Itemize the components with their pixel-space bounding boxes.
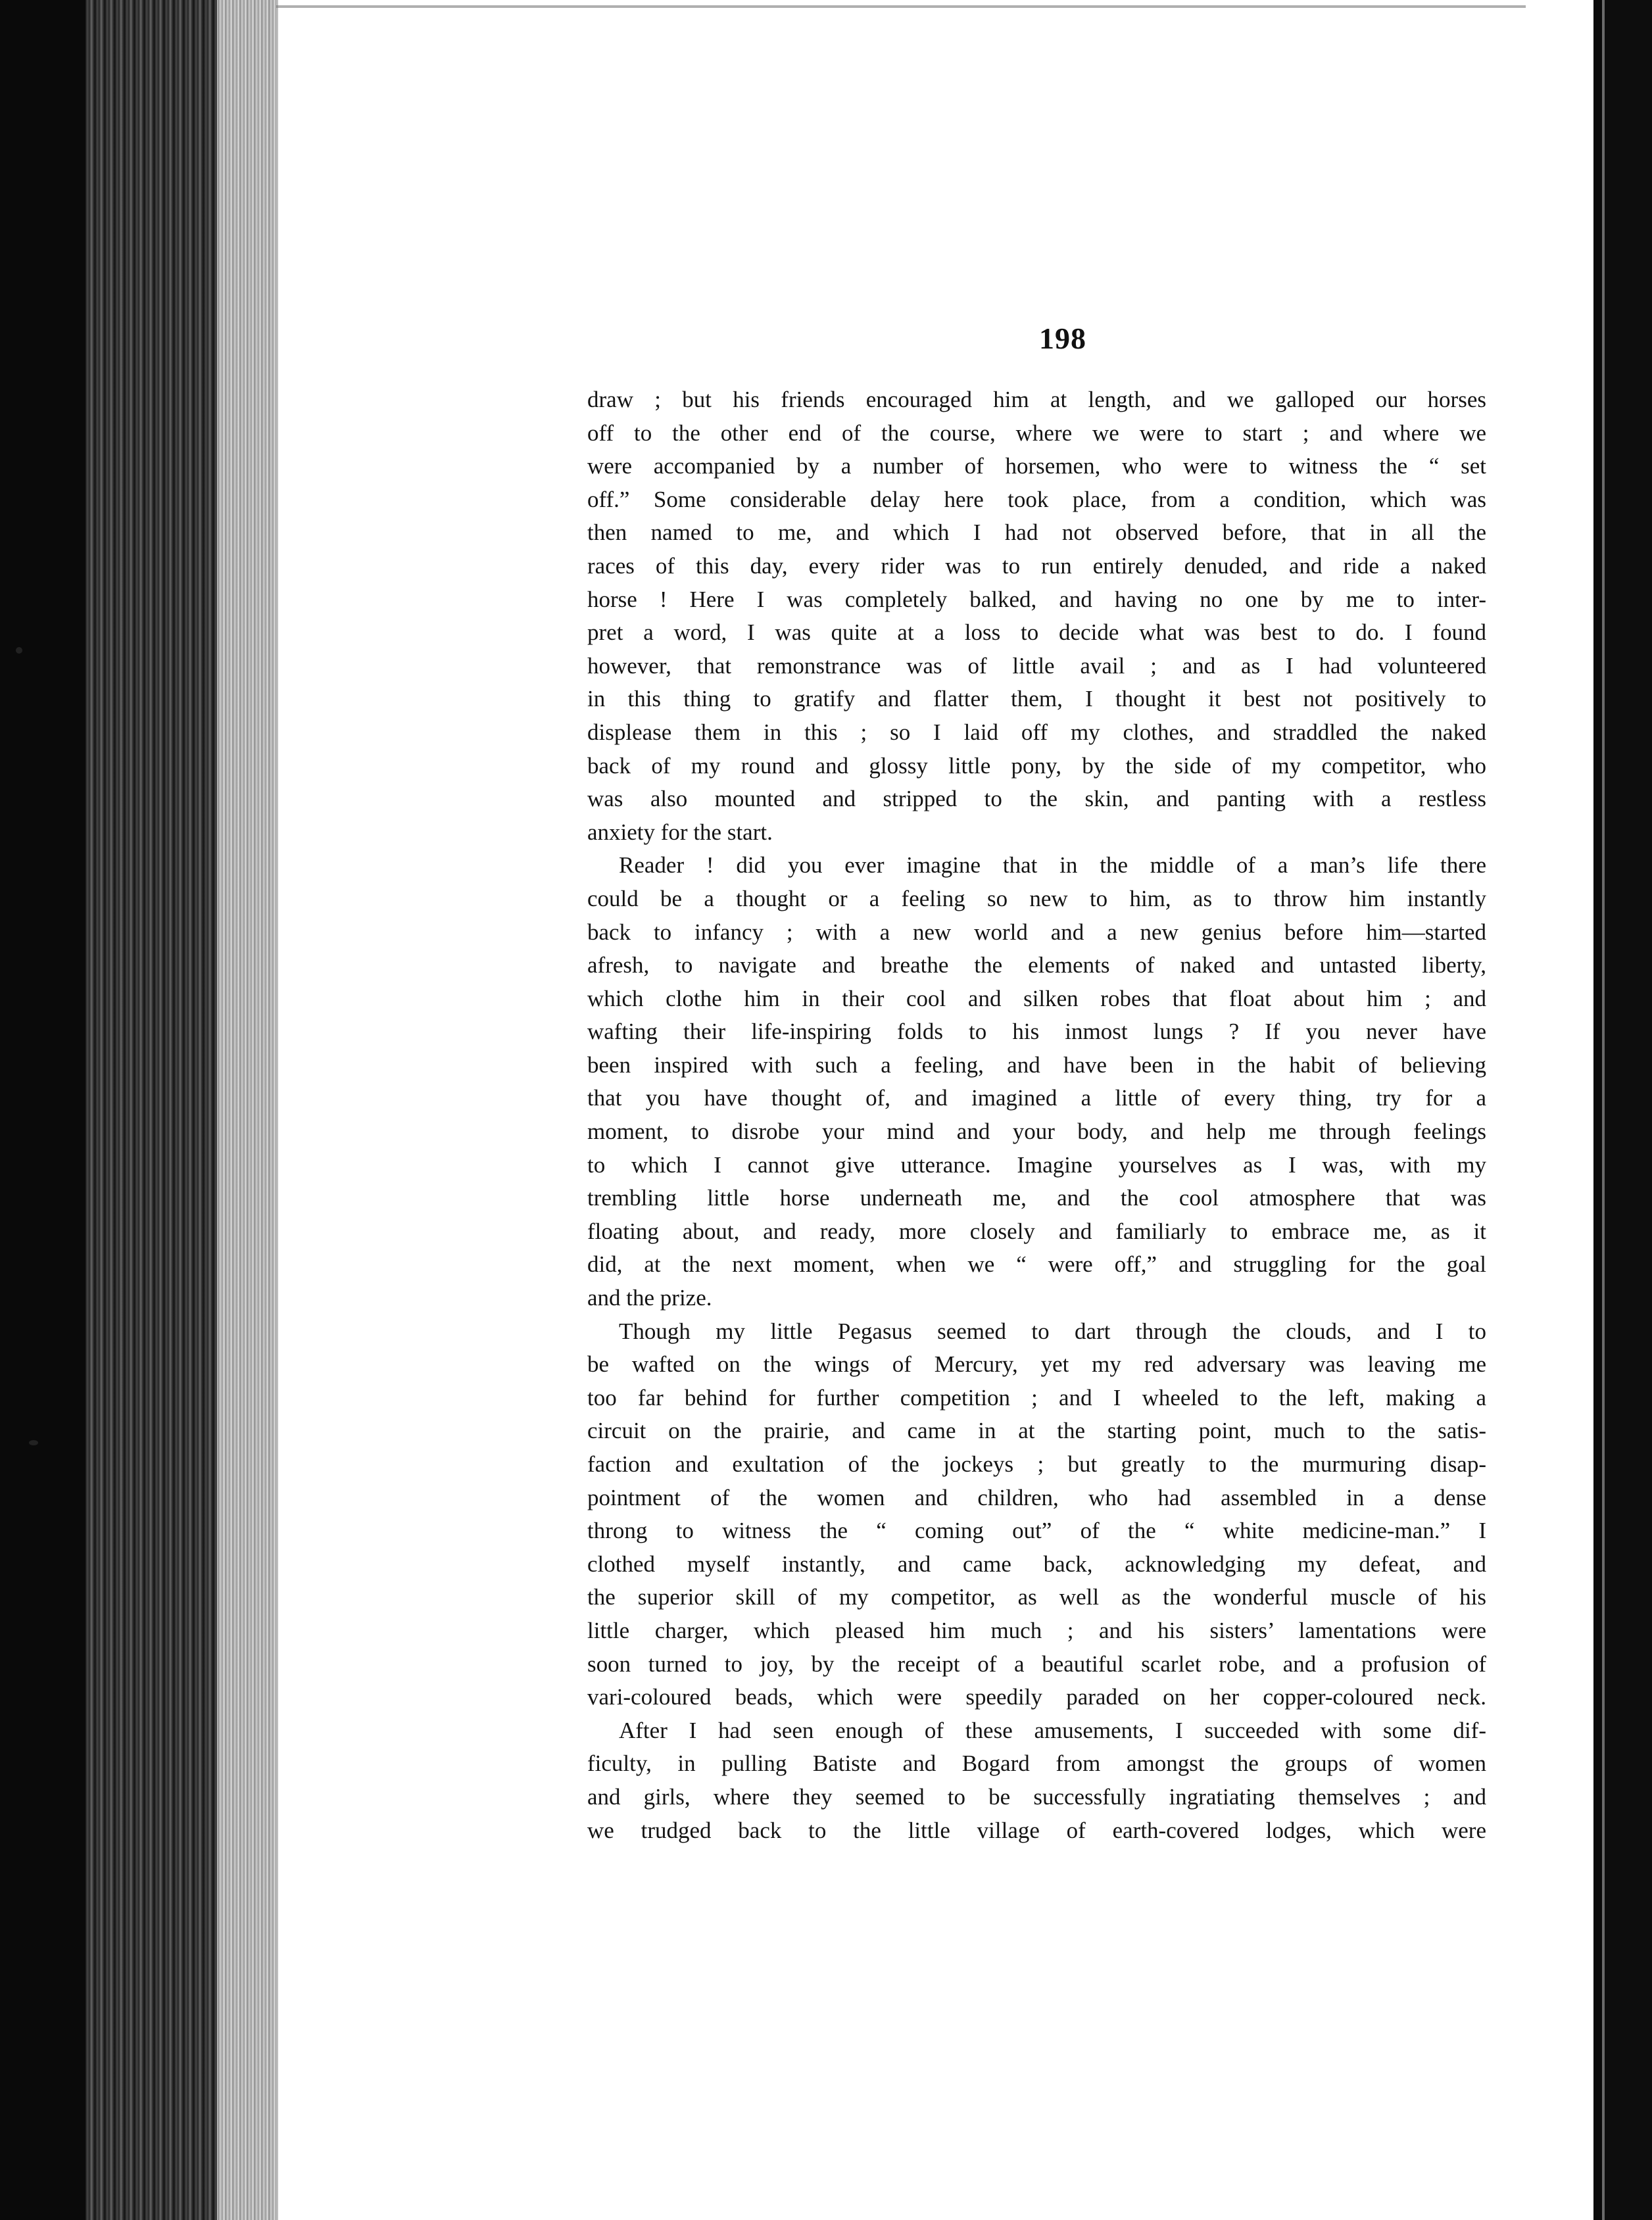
text-line: in this thing to gratify and flatter them, I thought it best not positively to <box>587 686 1486 712</box>
text-line: back to infancy ; with a new world and a new genius before him—started <box>587 919 1486 945</box>
text-line: to which I cannot give utterance. Imagine yourselves as I was, with my <box>587 1151 1486 1178</box>
text-line: clothed myself instantly, and came back, acknowledging my defeat, and <box>587 1551 1486 1577</box>
text-line: faction and exultation of the jockeys ; but greatly to the murmuring disap- <box>587 1451 1486 1477</box>
text-line: then named to me, and which I had not observed before, that in all the <box>587 519 1486 546</box>
text-line: ficulty, in pulling Batiste and Bogard from amongst the groups of women <box>587 1750 1486 1777</box>
text-line: draw ; but his friends encouraged him at length, and we galloped our horses <box>587 387 1486 412</box>
text-line: pret a word, I was quite at a loss to decide what was best to do. I found <box>587 619 1486 646</box>
text-line: displease them in this ; so I laid off my clothes, and straddled the naked <box>587 719 1486 745</box>
text-line: be wafted on the wings of Mercury, yet my red adversary was leaving me <box>587 1351 1486 1378</box>
text-line: we trudged back to the little village of earth-covered lodges, which were <box>587 1817 1486 1843</box>
text-line: was also mounted and stripped to the skin, and panting with a restless <box>587 786 1486 812</box>
text-line: that you have thought of, and imagined a little of every thing, try for a <box>587 1085 1486 1111</box>
paragraph-start-line: Reader ! did you ever imagine that in the middle of a man’s life there <box>619 852 1486 879</box>
page-top-edge <box>276 5 1526 8</box>
text-line: been inspired with such a feeling, and have been in the habit of believing <box>587 1051 1486 1078</box>
paragraph-end-line: and the prize. <box>587 1285 712 1311</box>
text-line: soon turned to joy, by the receipt of a beautiful scarlet robe, and a profusion of <box>587 1651 1486 1677</box>
text-line: horse ! Here I was completely balked, and having no one by me to inter- <box>587 586 1486 612</box>
text-line: which clothe him in their cool and silken robes that float about him ; and <box>587 985 1486 1011</box>
book-page-edges <box>217 0 276 2220</box>
text-line: circuit on the prairie, and came in at the starting point, much to the satis- <box>587 1418 1486 1444</box>
scan-speck <box>29 1440 38 1445</box>
paragraph-end-line: anxiety for the start. <box>587 819 773 845</box>
text-line: did, at the next moment, when we “ were off,” and struggling for the goal <box>587 1251 1486 1278</box>
text-line: afresh, to navigate and breathe the elements of naked and untasted liberty, <box>587 952 1486 978</box>
text-line: floating about, and ready, more closely and familiarly to embrace me, as it <box>587 1218 1486 1244</box>
text-line: the superior skill of my competitor, as well as the wonderful muscle of his <box>587 1584 1486 1610</box>
text-line: back of my round and glossy little pony, by the side of my competitor, who <box>587 752 1486 779</box>
paragraph-start-line: Though my little Pegasus seemed to dart through the clouds, and I to <box>619 1318 1486 1344</box>
scan-speck <box>16 647 22 654</box>
text-line: wafting their life-inspiring folds to his inmost lungs ? If you never have <box>587 1019 1486 1045</box>
text-line: pointment of the women and children, who had assembled in a dense <box>587 1484 1486 1510</box>
text-line: vari-coloured beads, which were speedily paraded on her copper-coloured neck. <box>587 1684 1486 1710</box>
text-line: throng to witness the “ coming out” of the “ white medicine-man.” I <box>587 1518 1486 1544</box>
text-line: however, that remonstrance was of little avail ; and as I had volunteered <box>587 652 1486 679</box>
text-line: could be a thought or a feeling so new to him, as to throw him instantly <box>587 885 1486 911</box>
body-text <box>587 383 1486 1847</box>
text-line: moment, to disrobe your mind and your body, and help me through feelings <box>587 1119 1486 1145</box>
text-line: little charger, which pleased him much ; and his sisters’ lamentations were <box>587 1617 1486 1643</box>
scan-right-border <box>1605 0 1652 2220</box>
text-line: races of this day, every rider was to run entirely denuded, and ride a naked <box>587 552 1486 579</box>
text-line: were accompanied by a number of horsemen, who were to witness the “ set <box>587 453 1486 479</box>
text-line: and girls, where they seemed to be successfully ingratiating themselves ; and <box>587 1783 1486 1810</box>
page-number: 198 <box>1039 322 1086 355</box>
text-line: off.” Some considerable delay here took place, from a condition, which was <box>587 486 1486 512</box>
text-line: off to the other end of the course, where we were to start ; and where we <box>587 420 1486 446</box>
text-line: trembling little horse underneath me, and the cool atmosphere that was <box>587 1185 1486 1211</box>
paragraph-start-line: After I had seen enough of these amusements, I succeeded with some dif- <box>619 1717 1486 1743</box>
text-line: too far behind for further competition ; and I wheeled to the left, making a <box>587 1384 1486 1411</box>
